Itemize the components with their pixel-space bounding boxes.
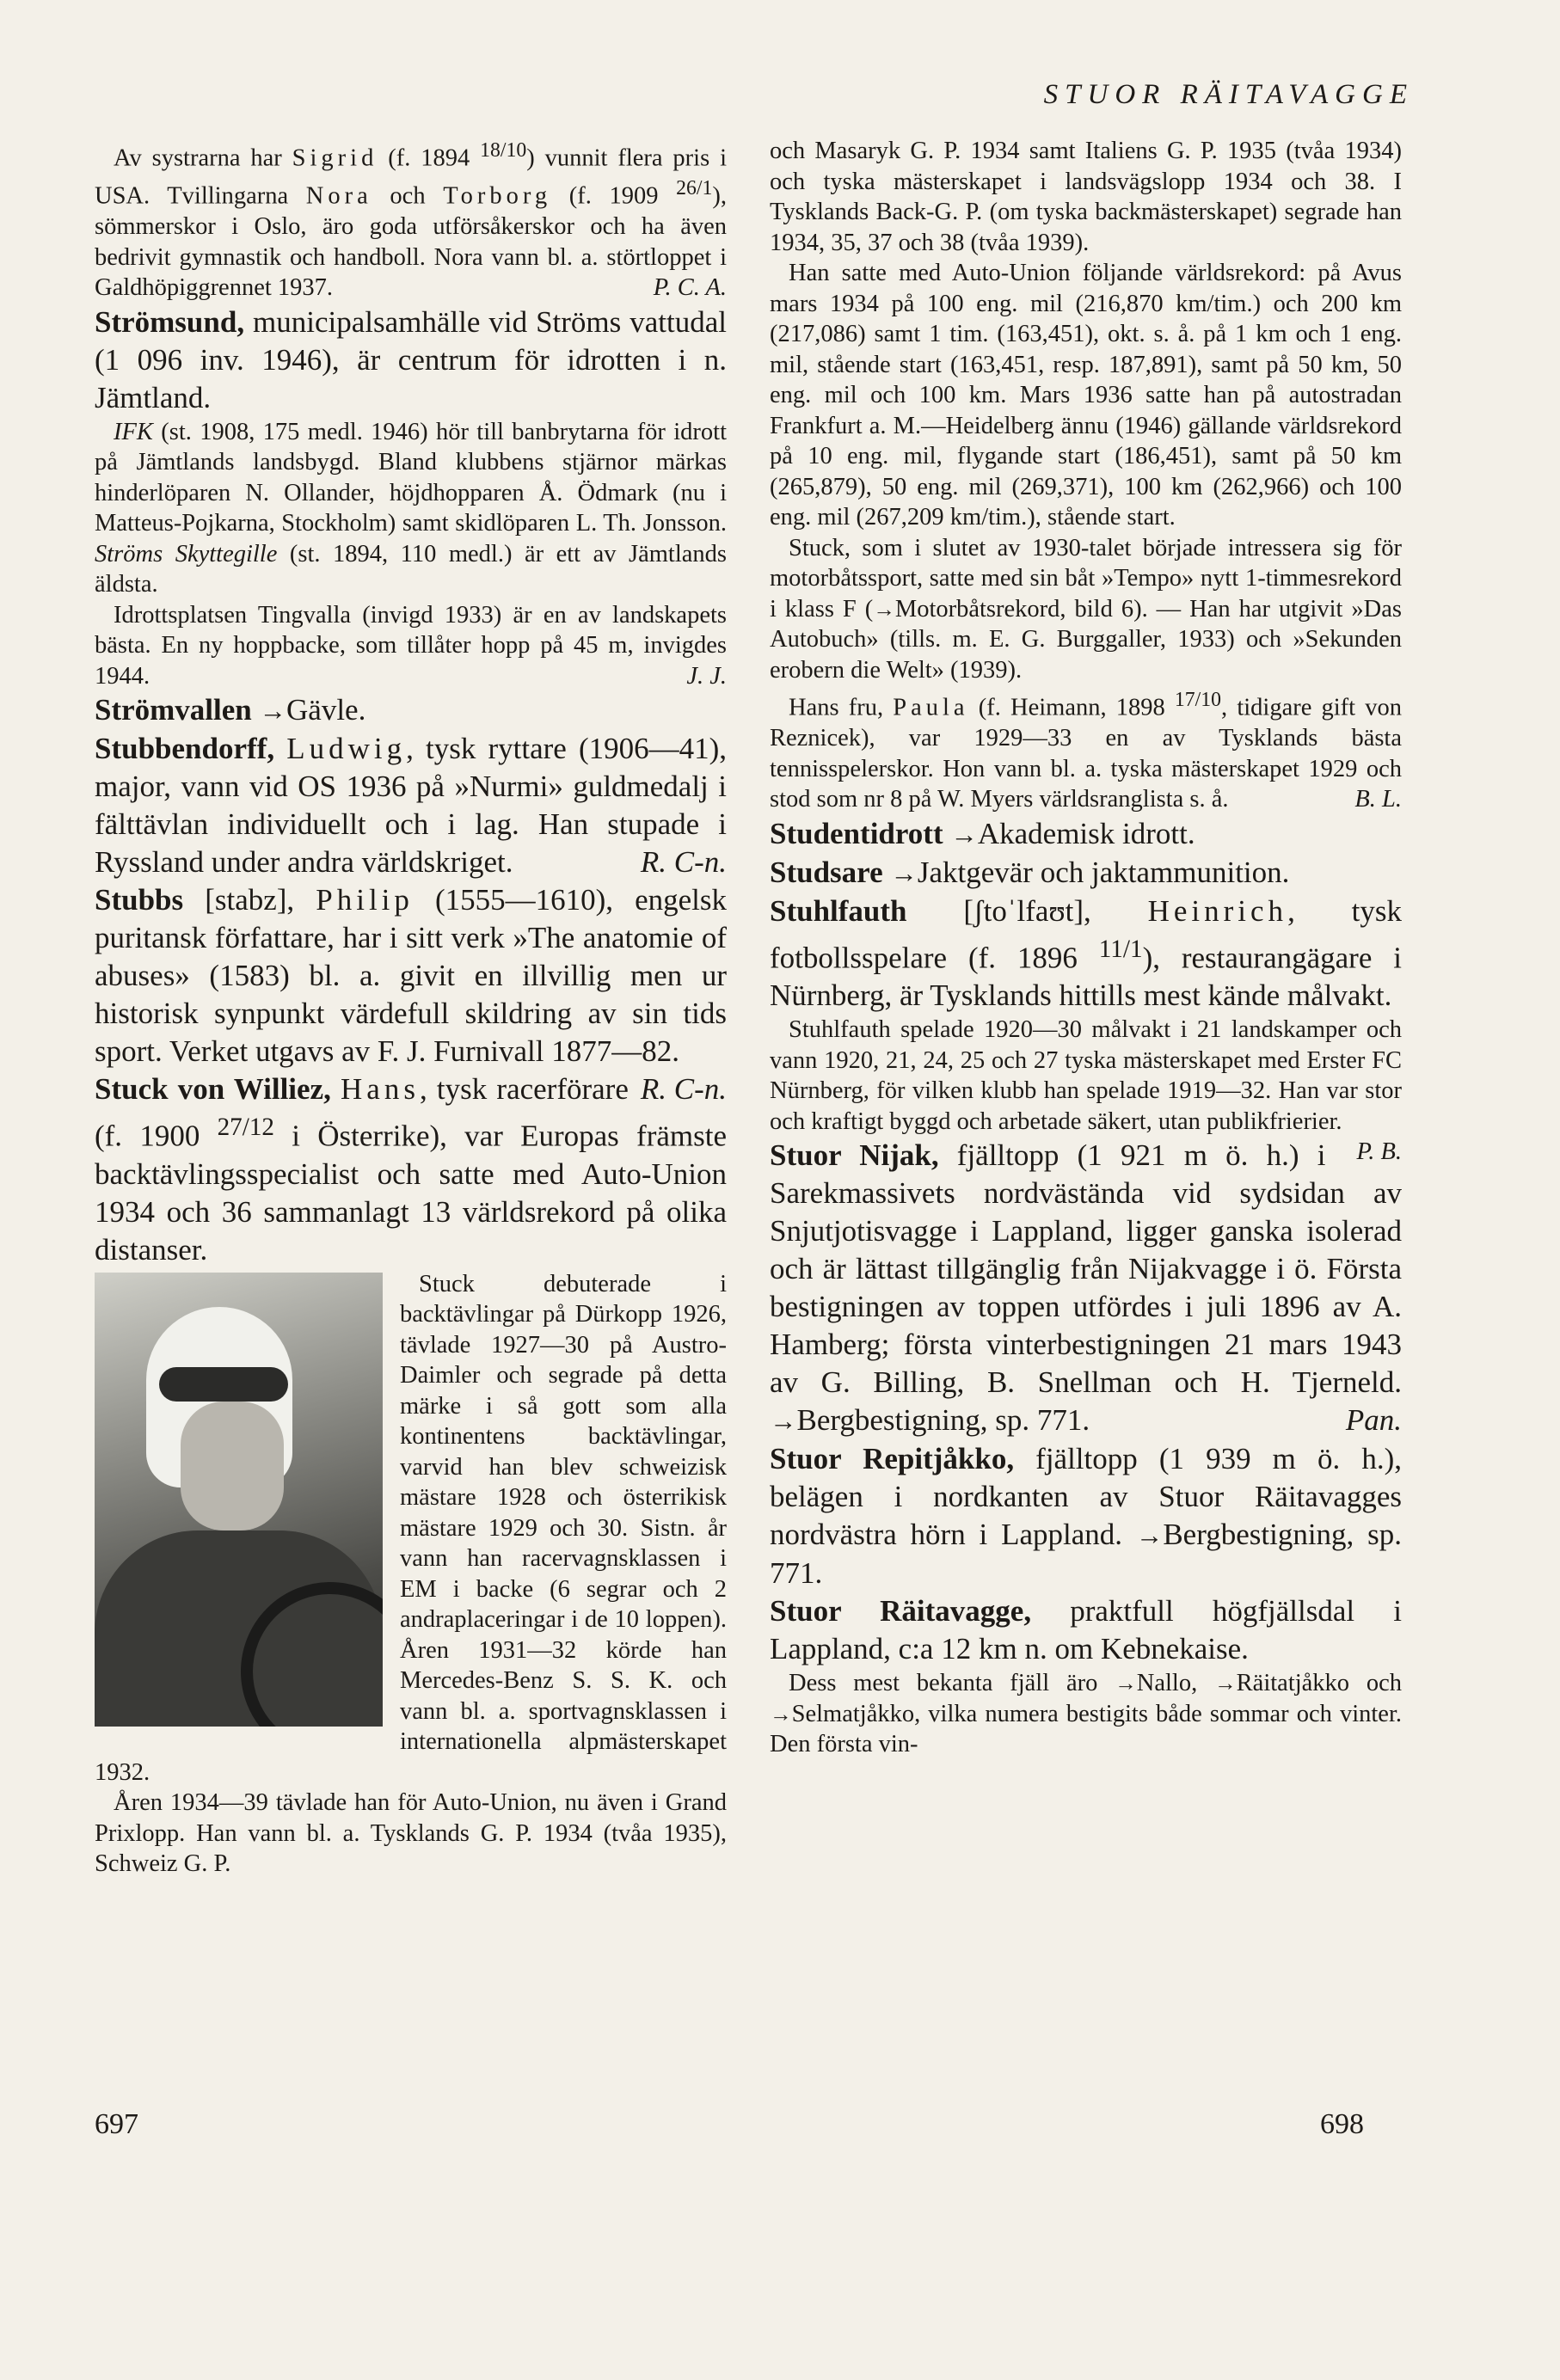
left-column (95, 136, 727, 1880)
entry-paragraph: Han satte med Auto-Union följande världsrekord: på Avus mars 1934 på 100 eng. mil (216,870 km/tim.) och 200 km (217,086) samt 1 tim. (163,451), okt. s. å. på 1 km och 1 eng. mil, stående start (163,451, resp. 187,891), samt på 50 km, 50 eng. mil och 100 km. Mars 1936 satte han på autostradan Frankfurt a. M.—Heidelberg ännu (1946) gällande världsrekord på 10 eng. mil, flygande start (186,451), samt på 50 km (265,879), 50 eng. mil (269,371), 100 km (262,966) och 100 eng. mil (267,209 km/tim.), stående start. (770, 260, 1402, 531)
see-arrow-icon: → (1115, 1671, 1137, 1696)
entry-paragraph: Idrottsplatsen Tingvalla (invigd 1933) är en av landskapets bästa. En ny hoppbacke, som tillåter hopp på 45 m, invigdes 1944. J. J. (95, 600, 727, 692)
entry-paragraph: Stuck, som i slutet av 1930-talet började intressera sig för motorbåtssport, satte med sin båt »Tempo» nytt 1-timmesrekord i klass F (→Motorbåtsrekord, bild 6). — Han har utgivit »Das Autobuch» (tills. m. E. G. Burggaller, 1933) och »Sekunden erobern die Welt» (1939). (770, 534, 1402, 684)
running-head: STUOR RÄITAVAGGE (1043, 79, 1414, 110)
see-arrow-icon: → (890, 857, 918, 888)
entry-strömsund: Strömsund, municipalsamhälle vid Ströms vattudal (1 096 inv. 1946), är centrum för idrotten i n. Jämtland. (95, 304, 727, 414)
see-arrow-icon: → (873, 596, 895, 622)
see-arrow-icon: → (770, 1406, 797, 1437)
entry-stuor-raitavagge: Stuor Räitavagge, praktfull högfjällsdal i Lappland, c:a 12 km n. om Kebnekaise. (770, 1594, 1402, 1666)
see-arrow-icon: → (259, 696, 287, 726)
see-arrow-icon: → (950, 819, 978, 850)
page-number-right: 698 (1320, 2108, 1364, 2140)
entry-paragraph: Stuck debuterade i backtävlingar på Dürkopp 1926, tävlade 1927—30 på Austro-Daimler och segrade på detta märke i så gott som alla kontinentens backtävlingar, varvid han blev schweizisk mästare 1928 och österrikisk mästare 1929 och 30. Sistn. år vann han racervagnsklassen i EM i backe (6 segrar och 2 andraplaceringar i de 10 loppen). Åren 1931—32 körde han Mercedes-Benz S. S. K. och vann bl. a. sportvagnsklassen i internationella alpmästerskapet 1932. (95, 1270, 727, 1786)
entry-paragraph: Hans fru, Paula (f. Heimann, 1898 $^{17/10}$, tidigare gift von Reznicek), var 1929—33 en av Tysklands bästa tennisspelerskor. Hon vann bl. a. tyska mästerskapet 1929 och stod som nr 8 på W. Myers världsranglista s. å. B. L. (770, 685, 1402, 815)
entry-stuor-nijak: Stuor Nijak, fjälltopp (1 921 m ö. h.) i Sarekmassivets nordvästända vid sydsidan av Snjutjotisvagge i Lappland, ligger ganska isolerad och är lättast tillgänglig från Nijakvagge i ö. Första bestigningen av toppen utfördes i juli 1896 av A. Hamberg; första vinterbestigningen 21 mars 1943 av G. Billing, B. Snellman och H. Tjerneld. →Bergbestigning, sp. 771. Pan. (770, 1137, 1402, 1440)
signature: Pan. (1345, 1403, 1402, 1438)
signature: B. L. (1354, 786, 1402, 813)
entry-stubbs: Stubbs [stabz], Philip (1555—1610), engelsk puritansk författare, har i sitt verk »The anatomie of abuses» (1583) bl. a. givit en illvillig men ur historisk synpunkt värdefull skildring av sin tids sport. Verket utgavs av F. J. Furnivall 1877—82. R. C-n. (95, 881, 727, 1070)
page-number-left: 697 (95, 2108, 138, 2140)
signature: R. C-n. (640, 1072, 727, 1106)
entry-paragraph: Stuhlfauth spelade 1920—30 målvakt i 21 landskamper och vann 1920, 21, 24, 25 och 27 tyska mästerskapet med Erster FC Nürnberg, för vilken klubb han spelade 1919—32. Han var stor och kraftigt byggd och arbetade säkert, utan publikfrierier. P. B. (770, 1015, 1402, 1137)
entry-stuor-repitjakko: Stuor Repitjåkko, fjälltopp (1 939 m ö. h.), belägen i nordkanten av Stuor Räitavagges nordvästra hörn i Lappland. →Bergbestigning, sp. 771. (770, 1442, 1403, 1591)
entry-paragraph: IFK (st. 1908, 175 medl. 1946) hör till banbrytarna för idrott på Jämtlands landsbygd. Bland klubbens stjärnor märkas hinderlöparen N. Ollander, höjdhopparen Å. Ödmark (nu i Matteus-Pojkarna, Stockholm) samt skidlöparen L. Th. Jonsson. Ströms Skyttegille (st. 1894, 110 medl.) är ett av Jämtlands äldsta. (95, 418, 728, 598)
signature: P. B. (1356, 1138, 1402, 1166)
see-arrow-icon: → (1214, 1671, 1237, 1696)
signature: J. J. (686, 662, 727, 690)
entry-stuck-von-williez: Stuck von Williez, Hans, tysk racerförare (f. 1900 $^{27/12}$ i Österrike), var Europas främste backtävlingsspecialist och satte med Auto-Union 1934 och 36 sammanlagt 13 världsrekord på olika distanser. (95, 1072, 728, 1267)
right-column (770, 136, 1402, 1760)
entry-strömvallen: Strömvallen →Gävle. (95, 693, 366, 727)
entry-paragraph: Dess mest bekanta fjäll äro →Nallo, →Räitatjåkko och →Selmatjåkko, vilka numera bestigits både sommar och vinter. Den första vin- (770, 1670, 1402, 1758)
entry-studsare: Studsare →Jaktgevär och jaktammunition. (770, 855, 1290, 889)
signature: P. C. A. (653, 274, 727, 301)
see-arrow-icon: → (770, 1701, 792, 1727)
entry-paragraph: Åren 1934—39 tävlade han för Auto-Union, nu även i Grand Prixlopp. Han vann bl. a. Tysklands G. P. 1934 (tvåa 1935), Schweiz G. P. (95, 1789, 727, 1878)
entry-stubbendorff: Stubbendorff, Ludwig, tysk ryttare (1906—41), major, vann vid OS 1936 på »Nurmi» guldmedalj i fälttävlan individuellt och i lag. Han stupade i Ryssland under andra världskriget. R. C-n. (95, 730, 727, 881)
entry-paragraph: och Masaryk G. P. 1934 samt Italiens G. P. 1935 (tvåa 1934) och tyska mästerskapet i landsvägslopp 1934 och 38. I Tysklands Back-G. P. (om tyska backmästerskapet) segrade han 1934, 35, 37 och 38 (tvåa 1939). (770, 138, 1402, 256)
entry-studentidrott: Studentidrott →Akademisk idrott. (770, 816, 1195, 850)
see-arrow-icon: → (1135, 1520, 1164, 1551)
entry-paragraph: Av systrarna har Sigrid (f. 1894 $^{18/10}$) vunnit flera pris i USA. Tvillingarna Nora och Torborg (f. 1909 $^{26/1}$), sömmerskor i Oslo, äro goda utförsåkerskor och ha även bedrivit gymnastik och handboll. Nora vann bl. a. störtloppet i Galdhöpiggrennet 1937. P. C. A. (95, 136, 727, 304)
entry-stuhlfauth: Stuhlfauth [ʃtoˈlfaʊt], Heinrich, tysk fotbollsspelare (f. 1896 $^{11/1}$), restaurangägare i Nürnberg, är Tysklands hittills mest kände målvakt. (770, 893, 1402, 1013)
signature: R. C-n. (640, 845, 727, 879)
portrait-photo (95, 1273, 383, 1727)
